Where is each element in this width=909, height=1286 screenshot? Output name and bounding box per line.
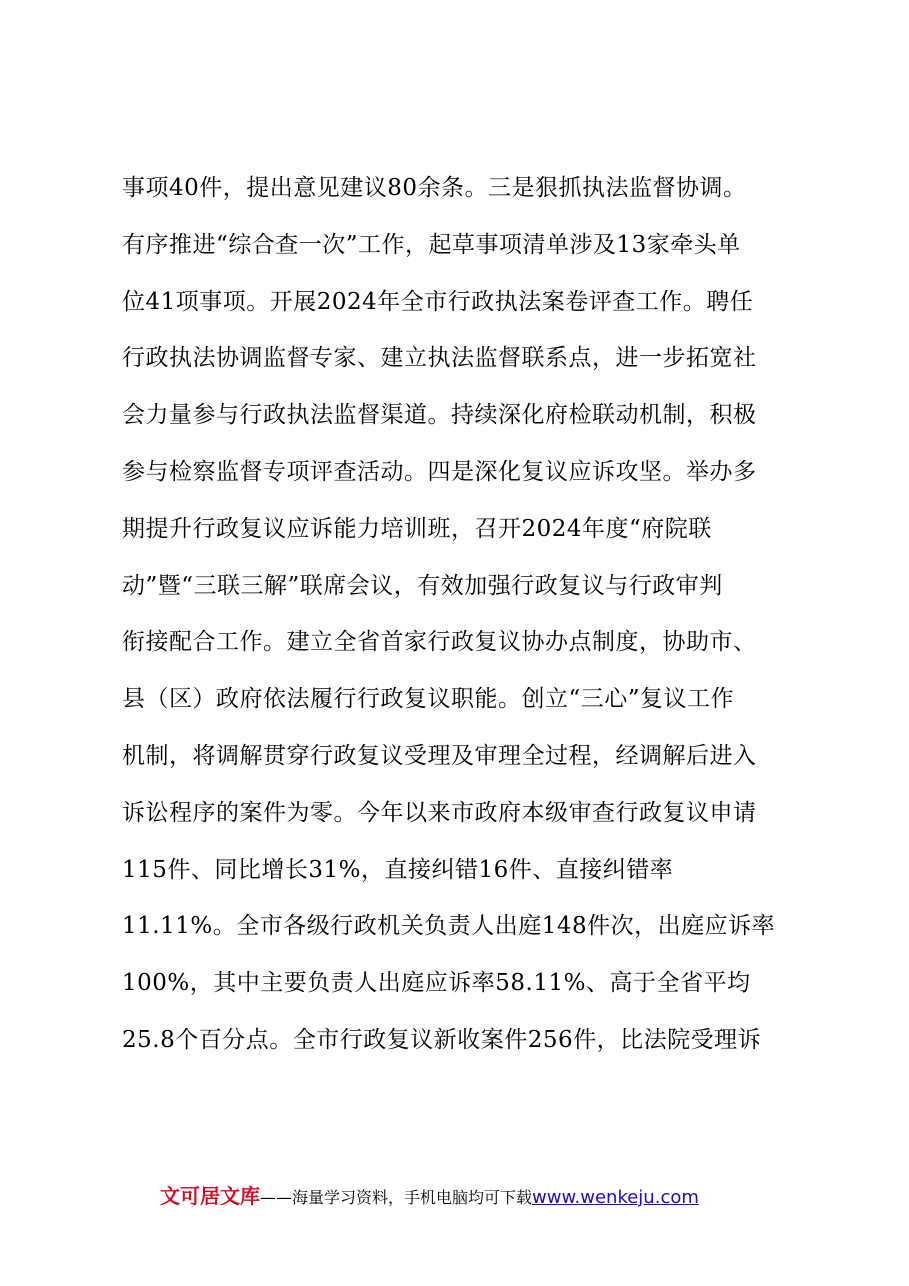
body-line: 动”暨“三联三解”联席会议，有效加强行政复议与行政审判: [122, 572, 723, 599]
body-line: 期提升行政复议应诉能力培训班，召开2024年度“府院联: [122, 515, 712, 542]
body-line: 参与检察监督专项评查活动。四是深化复议应诉攻坚。举办多: [122, 458, 757, 485]
body-line: 机制，将调解贯穿行政复议受理及审理全过程，经调解后进入: [122, 742, 757, 769]
footer-site-link[interactable]: www.wenkeju.com: [532, 1187, 699, 1208]
body-line: 会力量参与行政执法监督渠道。持续深化府检联动机制，积极: [122, 402, 757, 429]
footer-brand: 文可居文库: [160, 1184, 260, 1208]
body-line: 事项40件，提出意见建议80余条。三是狠抓执法监督协调。: [122, 175, 747, 201]
body-line: 县（区）政府依法履行行政复议职能。创立“三心”复议工作: [122, 686, 735, 713]
body-line: 有序推进“综合查一次”工作，起草事项清单涉及13家牵头单: [122, 231, 741, 258]
body-line: 100%，其中主要负责人出庭应诉率58.11%、高于全省平均: [122, 970, 751, 997]
document-body: [122, 160, 802, 1069]
body-line: 行政执法协调监督专家、建立执法监督联系点，进一步拓宽社: [122, 345, 757, 372]
body-line: 诉讼程序的案件为零。今年以来市政府本级审查行政复议申请: [122, 799, 757, 826]
body-line: 位41项事项。开展2024年全市行政执法案卷评查工作。聘任: [122, 288, 754, 315]
body-line: 衔接配合工作。建立全省首家行政复议协办点制度，协助市、: [122, 629, 757, 656]
body-line: 25.8个百分点。全市行政复议新收案件256件，比法院受理诉: [122, 1026, 762, 1053]
footer-banner: [160, 1180, 860, 1212]
body-line: 115件、同比增长31%，直接纠错16件、直接纠错率: [122, 856, 674, 883]
body-line: 11.11%。全市各级行政机关负责人出庭148件次，出庭应诉率: [122, 913, 776, 940]
footer-slogan: ——海量学习资料，手机电脑均可下载: [260, 1188, 533, 1207]
